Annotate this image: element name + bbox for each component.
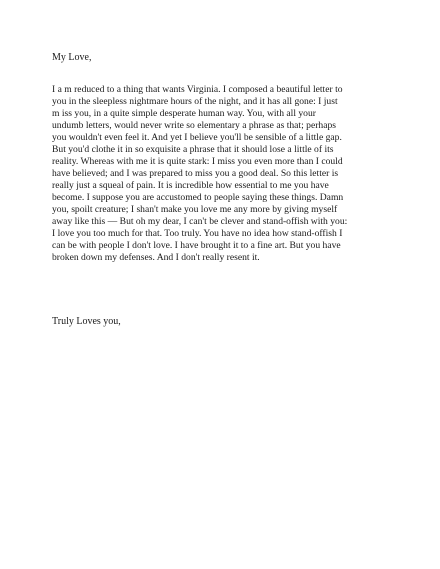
body-line: you wouldn't even feel it. And yet I believe you'll be sensible of a little gap. [52,132,342,143]
body-line: really just a squeal of pain. It is incredible how essential to me you have [52,180,329,191]
body-line: have believed; and I was prepared to miss you a good deal. So this letter is [52,168,339,179]
body-line: away like this — But oh my dear, I can't be clever and stand-offish with you: [52,216,348,227]
body-line: can be with people I don't love. I have brought it to a fine art. But you have [52,240,341,251]
body-line: you in the sleepless nightmare hours of the night, and it has all gone: I just [52,96,338,107]
body-line: But you'd clothe it in so exquisite a phrase that it should lose a little of its [52,144,334,155]
body-line: you, spoilt creature; I shan't make you love me any more by giving myself [52,204,338,215]
body-line: I a m reduced to a thing that wants Virginia. I composed a beautiful letter to [52,84,343,95]
body-line: broken down my defenses. And I don't really resent it. [52,252,260,263]
salutation: My Love, [52,52,92,63]
closing: Truly Loves you, [52,316,121,327]
body-line: become. I suppose you are accustomed to people saying these things. Damn [52,192,344,203]
body-line: reality. Whereas with me it is quite stark: I miss you even more than I could [52,156,343,167]
body-line: undumb letters, would never write so elementary a phrase as that; perhaps [52,120,336,131]
body-line: I love you too much for that. Too truly. You have no idea how stand-offish I [52,228,343,239]
letter-body [52,84,392,264]
body-line: m iss you, in a quite simple desperate human way. You, with all your [52,108,316,119]
